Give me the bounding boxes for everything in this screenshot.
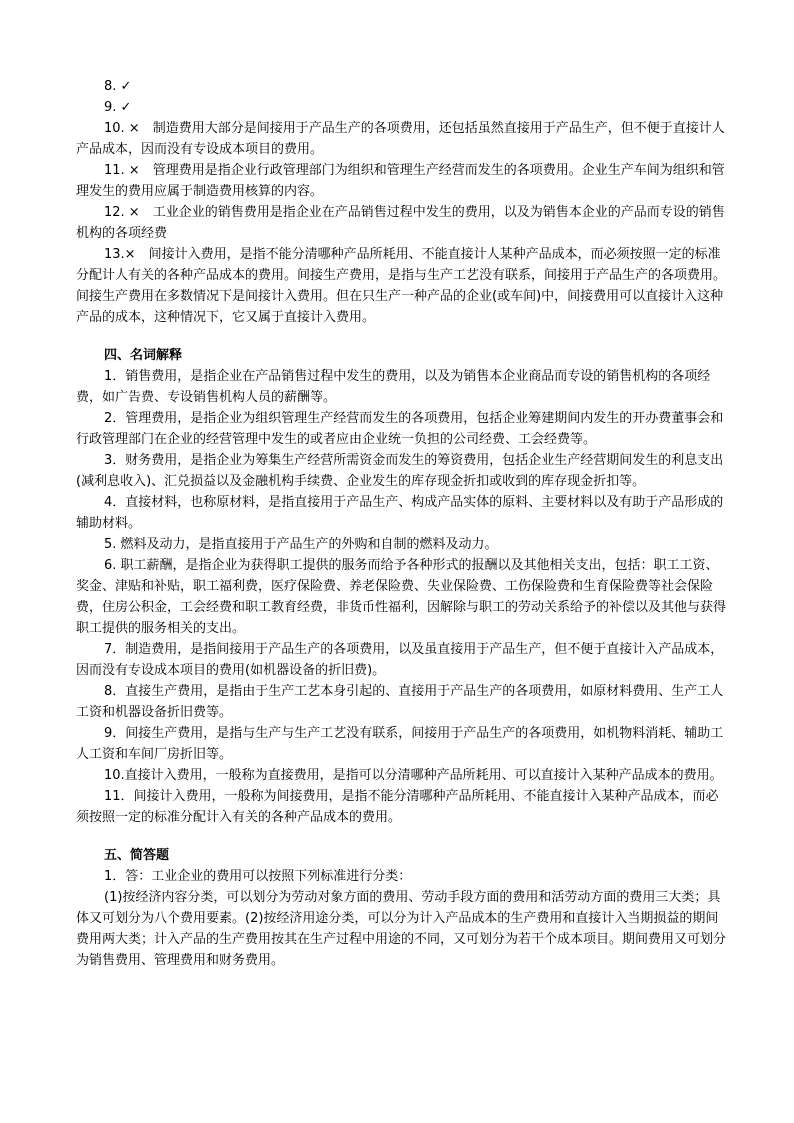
term-item-8: 8．直接生产费用，是指由于生产工艺本身引起的、直接用于产品生产的各项费用，如原材料费用、生产工人工资和机器设备折旧费等。	[76, 684, 724, 720]
judgement-item-8: 8. ✓	[104, 79, 132, 94]
judgement-item-9: 9. ✓	[104, 100, 132, 115]
term-item-1: 1．销售费用，是指企业在产品销售过程中发生的费用，以及为销售本企业商品而专设的销售机构的各项经费，如广告费、专设销售机构人员的薪酬等。	[76, 369, 711, 405]
judgement-item-10: 10. × 制造费用大部分是间接用于产品生产的各项费用，还包括虽然直接用于产品生产，但不便于直接计人产品成本，因而没有专设成本项目的费用。	[76, 121, 725, 157]
judgement-item-13: 13.× 间接计入费用，是指不能分清哪种产品所耗用、不能直接计人某种产品成本，而必须按照一定的标准分配计人有关的各种产品成本的费用。间接生产费用，是指与生产工艺没有联系，间接用于产品生产的各项费用。间接生产费用在多数情况下是间接计入费用。但在只生产一种产品的企业(或车间)中，间接费用可以直接计入这种产品的成本，这种情况下，它又属于直接计入费用。	[76, 247, 727, 325]
term-item-4: 4．直接材料，也称原材料，是指直接用于产品生产、构成产品实体的原料、主要材料以及有助于产品形成的辅助材料。	[76, 495, 724, 531]
term-item-3: 3．财务费用，是指企业为筹集生产经营所需资金而发生的筹资费用，包括企业生产经营期间发生的利息支出(减利息收入)、汇兑损益以及金融机构手续费、企业发生的库存现金折扣或收到的库存现金折扣等。	[76, 453, 724, 489]
term-item-2: 2．管理费用，是指企业为组织管理生产经营而发生的各项费用，包括企业筹建期间内发生的开办费董事会和行政管理部门在企业的经营管理中发生的或者应由企业统一负担的公司经费、工会经费等。	[76, 411, 724, 447]
term-item-6: 6. 职工薪酬，是指企业为获得职工提供的服务而给予各种形式的报酬以及其他相关支出，包括：职工工资、奖金、津贴和补贴，职工福利费，医疗保险费、养老保险费、失业保险费、工伤保险费和生育保险费等社会保险费，住房公积金，工会经费和职工教育经费，非货币性福利，因解除与职工的劳动关系给予的补偿以及其他与获得职工提供的服务相关的支出。	[76, 558, 727, 636]
term-item-9: 9．间接生产费用，是指与生产与生产工艺没有联系，间接用于产品生产的各项费用，如机物料消耗、辅助工人工资和车间厂房折旧等。	[76, 726, 724, 762]
term-item-10: 10.直接计入费用，一般称为直接费用，是指可以分清哪种产品所耗用、可以直接计入某种产品成本的费用。	[104, 768, 723, 783]
answer-item-1: 1．答：工业企业的费用可以按照下列标准进行分类：	[104, 869, 412, 884]
section-heading-short-answer: 五、简答题	[104, 848, 170, 863]
document-page	[76, 76, 726, 971]
term-item-5: 5. 燃料及动力，是指直接用于产品生产的外购和自制的燃料及动力。	[104, 537, 498, 552]
judgement-item-12: 12. × 工业企业的销售费用是指企业在产品销售过程中发生的费用，以及为销售本企业的产品而专设的销售机构的各项经费	[76, 205, 725, 241]
section-heading-terms: 四、名词解释	[104, 348, 183, 363]
judgement-item-11: 11. × 管理费用是指企业行政管理部门为组织和管理生产经营而发生的各项费用。企业生产车间为组织和管理发生的费用应属于制造费用核算的内容。	[76, 163, 725, 199]
term-item-7: 7．制造费用，是指间接用于产品生产的各项费用，以及虽直接用于产品生产，但不便于直接计入产品成本，因而没有专设成本项目的费用(如机器设备的折旧费)。	[76, 642, 724, 678]
term-item-11: 11．间接计入费用，一般称为间接费用，是指不能分清哪种产品所耗用、不能直接计入某种产品成本，而必须按照一定的标准分配计入有关的各种产品成本的费用。	[76, 789, 719, 825]
answer-item-1-body: (1)按经济内容分类，可以划分为劳动对象方面的费用、劳动手段方面的费用和活劳动方面的费用三大类；具体又可划分为八个费用要素。(2)按经济用途分类，可以分为计入产品成本的生产费用和直接计入当期损益的期间费用两大类；计入产品的生产费用按其在生产过程中用途的不同，又可划分为若干个成本项目。期间费用又可划分为销售费用、管理费用和财务费用。	[76, 890, 727, 968]
